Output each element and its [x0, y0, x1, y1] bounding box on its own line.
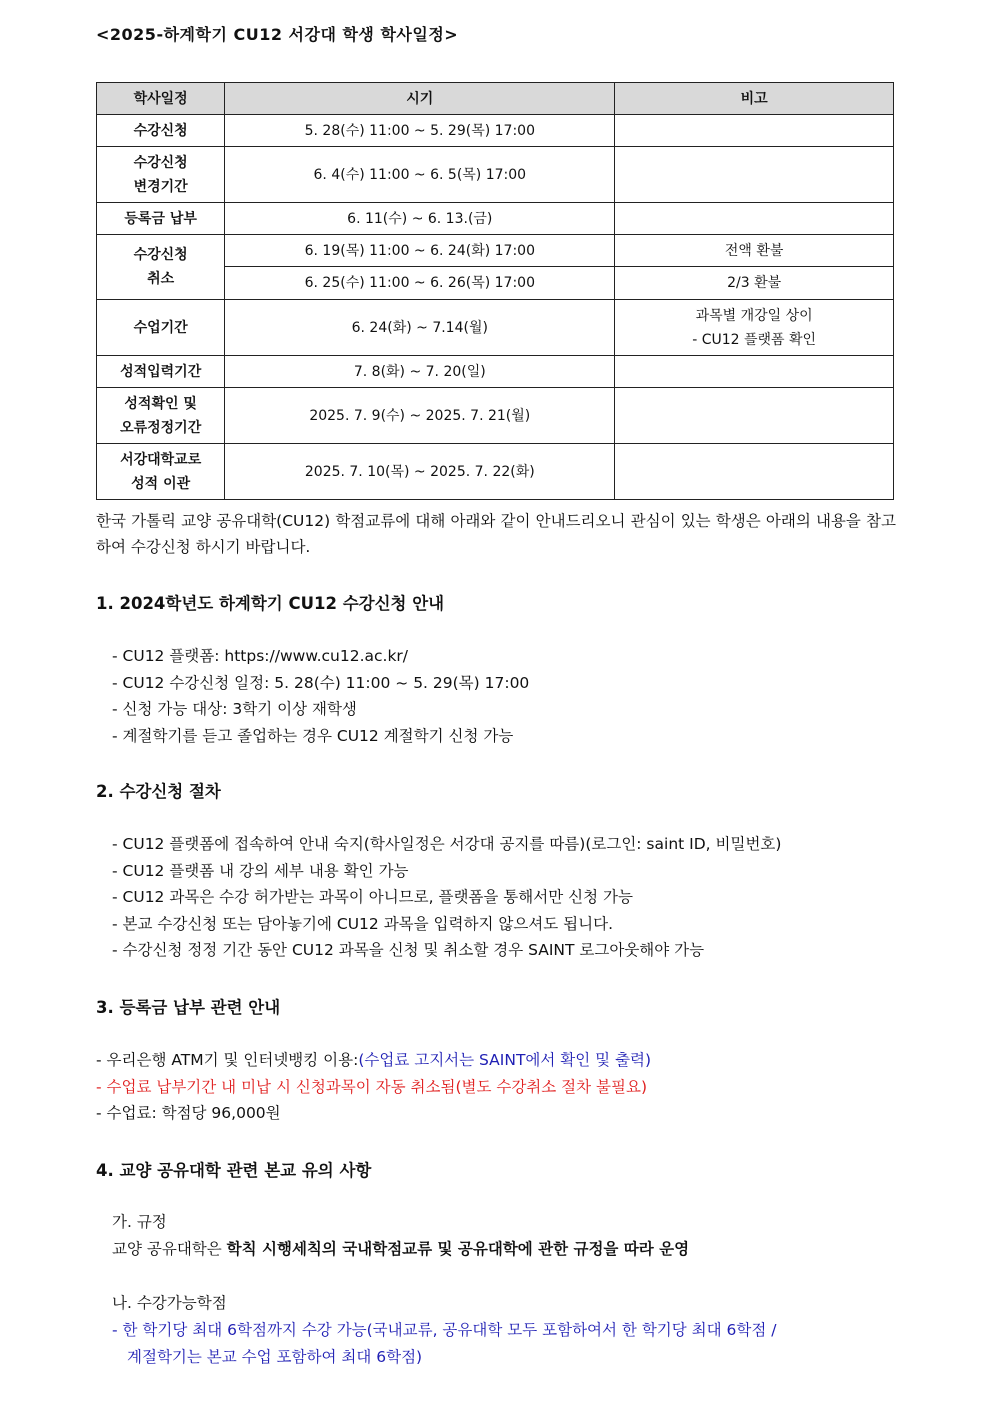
header-note: 비고 — [615, 83, 894, 115]
section-1-list — [112, 643, 529, 749]
row-note — [615, 388, 894, 444]
subsection-title: 가. 규정 — [112, 1213, 167, 1231]
row-label: 등록금 납부 — [97, 203, 225, 235]
list-item: - 수강신청 정정 기간 동안 CU12 과목을 신청 및 취소할 경우 SAINT 로그아웃해야 가능 — [112, 941, 705, 959]
list-item: - 수업료: 학점당 96,000원 — [96, 1104, 281, 1122]
section-2-heading: 2. 수강신청 절차 — [96, 782, 221, 801]
list-item: - CU12 수강신청 일정: 5. 28(수) 11:00 ~ 5. 29(목) 17:00 — [112, 673, 530, 692]
section-2-list — [112, 831, 781, 964]
section-3-heading: 3. 등록금 납부 관련 안내 — [96, 998, 281, 1017]
header-schedule: 학사일정 — [97, 83, 225, 115]
row-label-line: 성적 이관 — [131, 475, 191, 492]
row-period: 2025. 7. 9(수) ~ 2025. 7. 21(월) — [225, 388, 615, 444]
subsection-text — [112, 1236, 689, 1263]
intro-paragraph: 한국 가톨릭 교양 공유대학(CU12) 학점교류에 대해 아래와 같이 안내드리오니 관심이 있는 학생은 아래의 내용을 참고하여 수강신청 하시기 바랍니다. — [96, 512, 896, 556]
list-item: - 신청 가능 대상: 3학기 이상 재학생 — [112, 700, 357, 718]
row-period: 6. 19(목) 11:00 ~ 6. 24(화) 17:00 — [225, 235, 615, 267]
row-label-line: 오류정정기간 — [120, 419, 202, 436]
section-3-list — [96, 1047, 651, 1127]
row-period: 6. 25(수) 11:00 ~ 6. 26(목) 17:00 — [225, 267, 615, 300]
list-item — [96, 1047, 651, 1074]
row-note — [615, 356, 894, 388]
subsection-text: - 한 학기당 최대 6학점까지 수강 가능(국내교류, 공유대학 모두 포함하여서 한 학기당 최대 6학점 / — [112, 1321, 777, 1339]
row-label: 수강신청 — [97, 115, 225, 147]
list-item: - CU12 플랫폼 내 강의 세부 내용 확인 가능 — [112, 861, 409, 880]
list-item: - CU12 과목은 수강 허가받는 과목이 아니므로, 플랫폼을 통해서만 신청 가능 — [112, 888, 633, 906]
row-note: 2/3 환불 — [615, 267, 894, 300]
row-label — [97, 235, 225, 300]
row-label-line: 변경기간 — [133, 178, 188, 195]
row-label-line: 서강대학교로 — [120, 451, 202, 468]
row-label-line: 수강신청 — [133, 247, 188, 263]
list-item-text: - 우리은행 ATM기 및 인터넷뱅킹 이용: — [96, 1051, 359, 1069]
row-label: 성적입력기간 — [97, 356, 225, 388]
table-row — [97, 356, 894, 388]
section-1-heading: 1. 2024학년도 하계학기 CU12 수강신청 안내 — [96, 594, 445, 613]
header-period: 시기 — [225, 83, 615, 115]
section-4-heading: 4. 교양 공유대학 관련 본교 유의 사항 — [96, 1161, 372, 1180]
row-period: 5. 28(수) 11:00 ~ 5. 29(목) 17:00 — [225, 115, 615, 147]
table-row — [97, 444, 894, 500]
schedule-table — [96, 82, 894, 500]
row-label: 수업기간 — [97, 300, 225, 356]
row-label — [97, 444, 225, 500]
table-row — [97, 388, 894, 444]
table-row — [97, 203, 894, 235]
table-row — [97, 235, 894, 267]
row-note — [615, 203, 894, 235]
list-item-note: (수업료 고지서는 SAINT에서 확인 및 출력) — [358, 1051, 652, 1069]
list-item-warning: - 수업료 납부기간 내 미납 시 신청과목이 자동 취소됨(별도 수강취소 절차 불필요) — [96, 1077, 648, 1096]
subsection-text-bold: 학칙 시행세칙의 국내학점교류 및 공유대학에 관한 규정을 따라 운영 — [226, 1240, 690, 1258]
row-note: 전액 환불 — [615, 235, 894, 267]
section-4-ga — [112, 1209, 689, 1263]
row-note-line: 과목별 개강일 상이 — [695, 307, 813, 324]
row-period: 6. 24(화) ~ 7.14(월) — [225, 300, 615, 356]
list-item: - CU12 플랫폼에 접속하여 안내 숙지(학사일정은 서강대 공지를 따름)(로그인: saint ID, 비밀번호) — [112, 835, 782, 853]
row-label-line: 성적확인 및 — [124, 395, 197, 412]
row-label-line: 취소 — [147, 271, 175, 287]
row-period: 6. 4(수) 11:00 ~ 6. 5(목) 17:00 — [225, 147, 615, 203]
row-note-line: - CU12 플랫폼 확인 — [692, 331, 817, 348]
row-note — [615, 444, 894, 500]
row-period: 7. 8(화) ~ 7. 20(일) — [225, 356, 615, 388]
table-row — [97, 115, 894, 147]
section-4-na — [112, 1290, 777, 1371]
list-item: - 계절학기를 듣고 졸업하는 경우 CU12 계절학기 신청 가능 — [112, 726, 514, 745]
table-header-row — [97, 83, 894, 115]
row-label — [97, 388, 225, 444]
table-row — [97, 300, 894, 356]
document-title: <2025-하계학기 CU12 서강대 학생 학사일정> — [96, 25, 459, 44]
table-row — [97, 147, 894, 203]
row-period: 6. 11(수) ~ 6. 13.(금) — [225, 203, 615, 235]
row-period: 2025. 7. 10(목) ~ 2025. 7. 22(화) — [225, 444, 615, 500]
row-note — [615, 300, 894, 356]
subsection-text: 계절학기는 본교 수업 포함하여 최대 6학점) — [127, 1348, 423, 1366]
row-label-line: 수강신청 — [133, 154, 188, 171]
row-label — [97, 147, 225, 203]
row-note — [615, 115, 894, 147]
row-note — [615, 147, 894, 203]
subsection-text-prefix: 교양 공유대학은 — [112, 1240, 227, 1258]
list-item: - 본교 수강신청 또는 담아놓기에 CU12 과목을 입력하지 않으셔도 됩니다. — [112, 914, 614, 933]
subsection-title: 나. 수강가능학점 — [112, 1294, 227, 1312]
list-item: - CU12 플랫폼: https://www.cu12.ac.kr/ — [112, 647, 409, 665]
